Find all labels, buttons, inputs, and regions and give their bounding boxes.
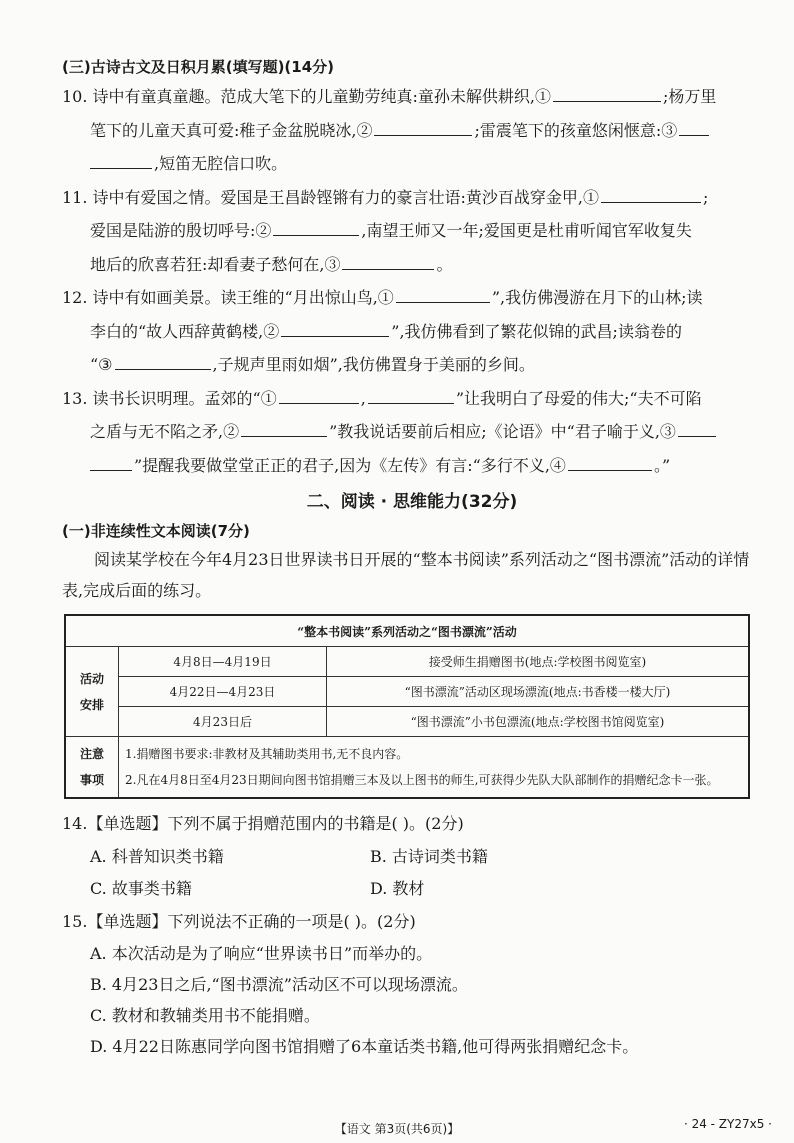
notes-label: 注意 事项 (65, 737, 119, 799)
row-desc: 接受师生捐赠图书(地点:学校图书阅览室) (327, 647, 750, 677)
section3-title: (三)古诗古文及日积月累(填写题)(14分) (62, 58, 335, 76)
option-c[interactable]: C. 教材和教辅类用书不能捐赠。 (90, 1006, 320, 1025)
question-11: 11. 诗中有爱国之情。爱国是王昌龄铿锵有力的豪言壮语:黄沙百战穿金甲,① ; 爱国是陆游的殷切呼号:② ,南望王师又一年;爱国更是杜甫听闻官军收复失 地后的欣喜若狂:却看妻子愁何在,③ 。 (62, 181, 762, 282)
table-row (65, 707, 749, 737)
part2-title: 二、阅读 · 思维能力(32分) (306, 492, 518, 512)
table-row (65, 647, 749, 677)
row-date: 4月8日—4月19日 (119, 647, 327, 677)
question-13: 13. 读书长识明理。孟郊的“① , ”让我明白了母爱的伟大;“夫不可陷 之盾与无不陷之矛,② ”教我说话要前后相应;《论语》中“君子喻于义,③ ”提醒我要做堂堂正正的君子,因为《左传》有言:“多行不义,④ 。” (62, 382, 762, 483)
answer-blank[interactable] (396, 284, 490, 303)
question-12: 12. 诗中有如画美景。读王维的“月出惊山鸟,① ”,我仿佛漫游在月下的山林;读 李白的“故人西辞黄鹤楼,② ”,我仿佛看到了繁花似锦的武昌;读翁卷的 “③ ,子规声里雨如烟”,我仿佛置身于美丽的乡间。 (62, 281, 762, 382)
answer-blank[interactable] (368, 385, 454, 404)
row-desc: “图书漂流”小书包漂流(地点:学校图书馆阅览室) (327, 707, 750, 737)
answer-blank[interactable] (279, 385, 359, 404)
option-a[interactable]: A. 科普知识类书籍 (90, 846, 224, 866)
table-title: “整本书阅读”系列活动之“图书漂流”活动 (65, 615, 749, 647)
page-footer: 【语文 第3页(共6页)】 (334, 1122, 460, 1136)
option-d[interactable]: D. 4月22日陈惠同学向图书馆捐赠了6本童话类书籍,他可得两张捐赠纪念卡。 (90, 1037, 639, 1056)
table-row (65, 737, 749, 799)
paper-code: · 24 - ZY27x5 · (683, 1117, 772, 1131)
section1-title: (一)非连续性文本阅读(7分) (62, 522, 250, 540)
answer-blank[interactable] (281, 318, 389, 337)
question-10: 10. 诗中有童真童趣。范成大笔下的儿童勤劳纯真:童孙未解供耕织,① ;杨万里 笔下的儿童天真可爱:稚子金盆脱晓冰,② ;雷震笔下的孩童悠闲惬意:③ ,短笛无腔信口吹。 (62, 80, 762, 181)
exam-page (62, 56, 762, 1062)
arrangement-label: 活动 安排 (65, 647, 119, 737)
option-b[interactable]: B. 古诗词类书籍 (370, 846, 488, 866)
option-c[interactable]: C. 故事类书籍 (90, 878, 192, 898)
activity-table (64, 614, 750, 799)
option-b[interactable]: B. 4月23日之后,“图书漂流”活动区不可以现场漂流。 (90, 975, 468, 994)
question-14-stem: 14.【单选题】下列不属于捐赠范围内的书籍是( )。(2分) (62, 814, 464, 833)
answer-blank[interactable] (90, 452, 132, 471)
reading-intro: 阅读某学校在今年4月23日世界读书日开展的“整本书阅读”系列活动之“图书漂流”活动的详情表,完成后面的练习。 (62, 550, 750, 600)
option-d[interactable]: D. 教材 (370, 878, 425, 898)
question-15-stem: 15.【单选题】下列说法不正确的一项是( )。(2分) (62, 911, 416, 931)
answer-blank[interactable] (568, 452, 652, 471)
answer-blank[interactable] (241, 418, 327, 437)
answer-blank[interactable] (601, 184, 701, 203)
notes-content: 1.捐赠图书要求:非教材及其辅助类用书,无不良内容。 2.凡在4月8日至4月23日期间向图书馆捐赠三本及以上图书的师生,可获得少先队大队部制作的捐赠纪念卡一张。 (119, 737, 750, 799)
row-desc: “图书漂流”活动区现场漂流(地点:书香楼一楼大厅) (327, 677, 750, 707)
row-date: 4月23日后 (119, 707, 327, 737)
answer-blank[interactable] (374, 117, 472, 136)
answer-blank[interactable] (273, 217, 359, 236)
answer-blank[interactable] (342, 251, 434, 270)
question-14-options (62, 841, 762, 905)
option-a[interactable]: A. 本次活动是为了响应“世界读书日”而举办的。 (90, 944, 433, 963)
answer-blank[interactable] (679, 117, 709, 136)
table-row (65, 677, 749, 707)
answer-blank[interactable] (90, 150, 152, 169)
row-date: 4月22日—4月23日 (119, 677, 327, 707)
answer-blank[interactable] (678, 418, 716, 437)
answer-blank[interactable] (553, 83, 661, 102)
answer-blank[interactable] (115, 351, 211, 370)
